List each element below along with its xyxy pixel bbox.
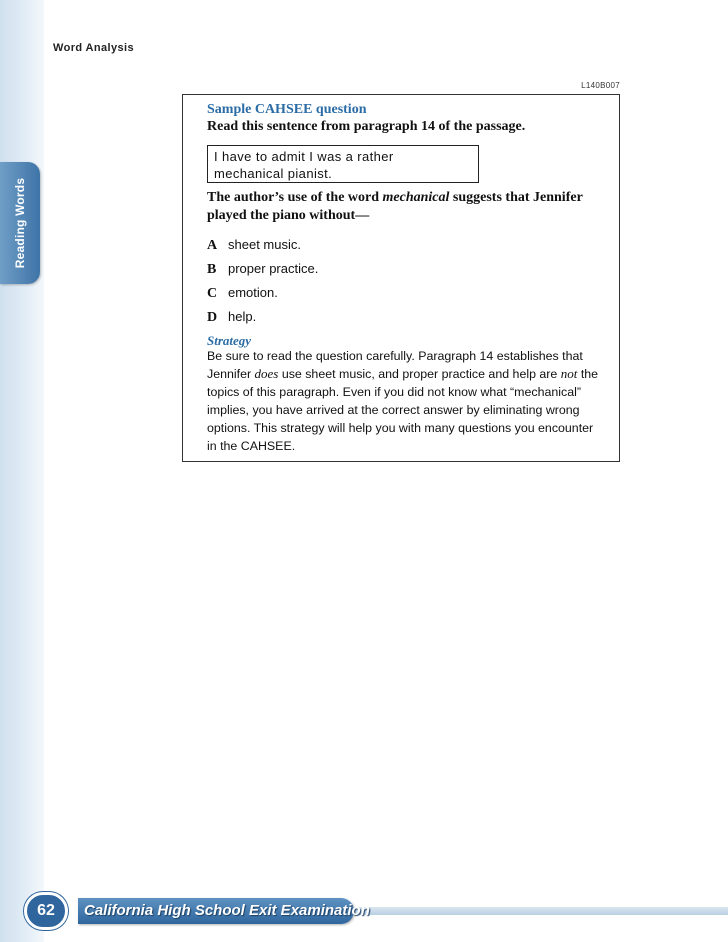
footer-rule bbox=[352, 907, 728, 915]
book-title: California High School Exit Examination bbox=[84, 902, 370, 919]
choice-letter: C bbox=[207, 286, 218, 301]
choice-text: help. bbox=[228, 309, 257, 324]
quote-line: mechanical pianist. bbox=[214, 166, 333, 181]
section-tab-label: Reading Words bbox=[13, 177, 27, 269]
answer-choice-b bbox=[207, 260, 318, 278]
choice-letter: D bbox=[207, 310, 218, 325]
section-tab bbox=[0, 162, 40, 284]
answer-choice-c bbox=[207, 284, 278, 302]
strategy-text-part: the topics of this paragraph. Even if you did not know what “mechanical” implies, you have arrived at the correct answer by eliminating wrong options. This strategy will help you with many questions you encounter in the CAHSEE. bbox=[207, 367, 599, 453]
choice-text: sheet music. bbox=[228, 237, 301, 252]
question-title: Sample CAHSEE question bbox=[207, 102, 367, 117]
strategy-text-part: use sheet music, and proper practice and help are bbox=[278, 367, 561, 381]
side-stripe bbox=[0, 0, 44, 942]
page-number: 62 bbox=[24, 892, 68, 930]
question-stem bbox=[207, 189, 607, 225]
choice-text: proper practice. bbox=[228, 261, 319, 276]
strategy-heading: Strategy bbox=[207, 333, 252, 348]
strategy-text-part: Be sure to read the question carefully. Paragraph 14 establishes that Jennifer bbox=[207, 349, 583, 381]
strategy-text bbox=[207, 347, 602, 455]
item-code: L140B007 bbox=[581, 81, 620, 90]
stem-emphasis: mechanical bbox=[382, 190, 450, 205]
quote-box bbox=[207, 145, 479, 183]
question-prompt: Read this sentence from paragraph 14 of the passage. bbox=[207, 119, 526, 134]
answer-choice-d bbox=[207, 308, 256, 326]
strategy-emphasis: does bbox=[254, 366, 279, 381]
choice-text: emotion. bbox=[228, 285, 278, 300]
stem-text: The author’s use of the word bbox=[207, 190, 383, 205]
choice-letter: B bbox=[207, 262, 217, 277]
footer-title-bar bbox=[78, 898, 370, 924]
choice-letter: A bbox=[207, 238, 218, 253]
stem-text: suggests that Jennifer played the piano without— bbox=[207, 190, 583, 223]
answer-choice-a bbox=[207, 236, 301, 254]
strategy-emphasis: not bbox=[560, 366, 578, 381]
quote-line: I have to admit I was a rather bbox=[214, 149, 394, 164]
running-head: Word Analysis bbox=[53, 42, 134, 54]
